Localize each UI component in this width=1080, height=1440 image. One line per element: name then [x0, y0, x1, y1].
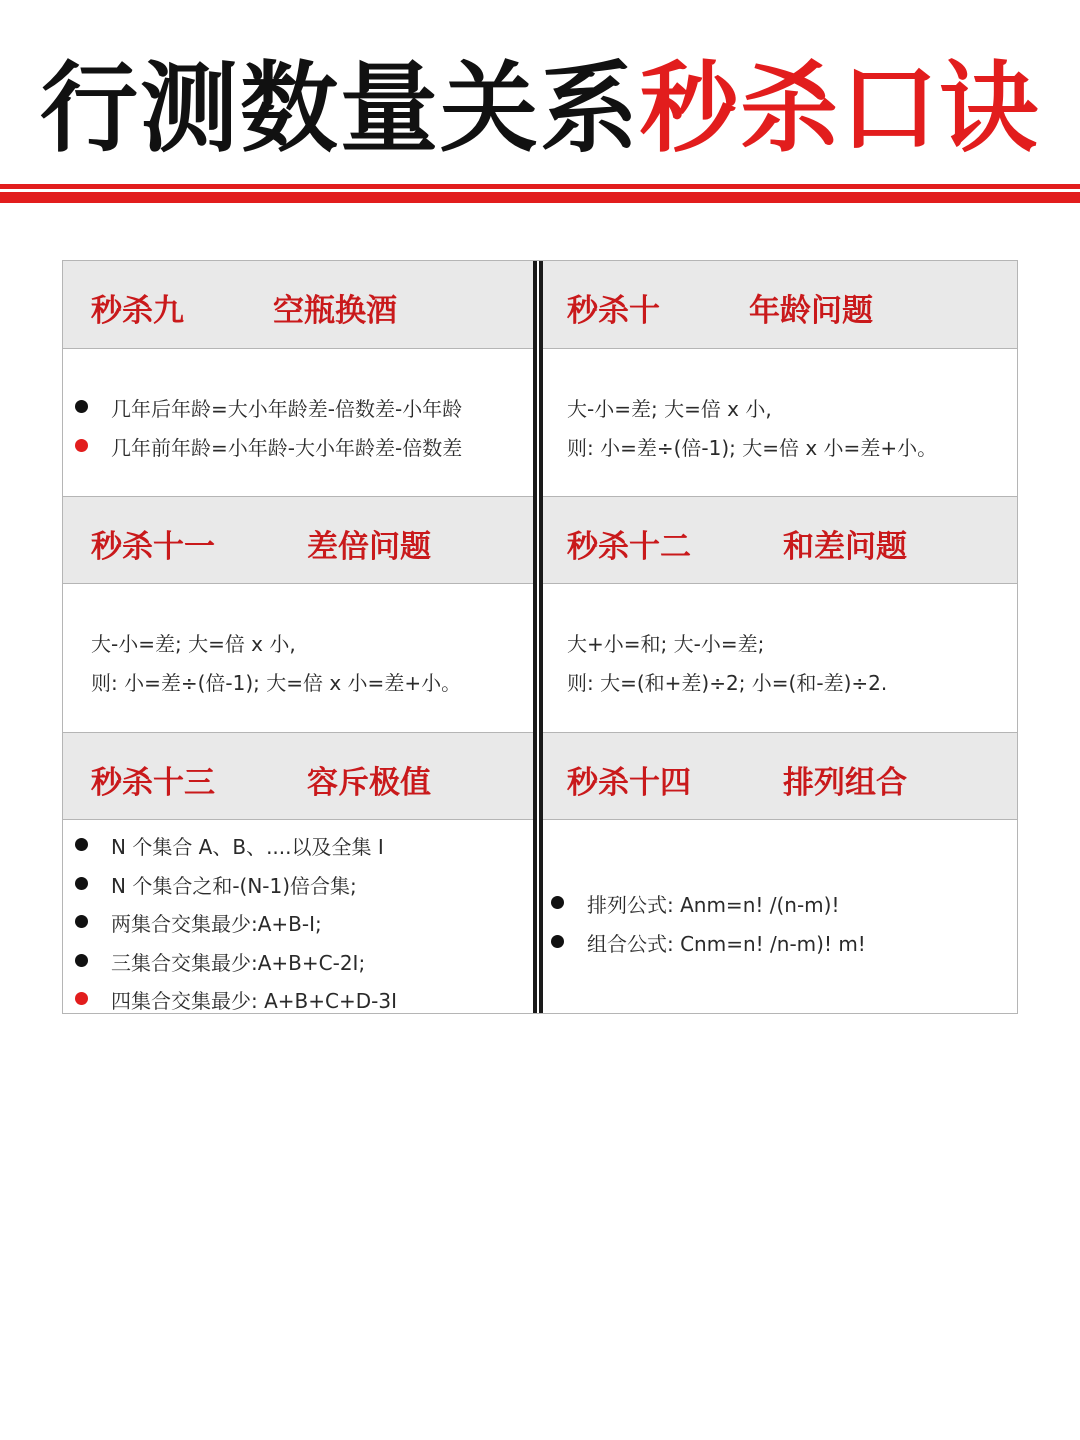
bullet-dot-black [75, 915, 88, 928]
card-body [63, 349, 534, 496]
card-line: 则: 小=差÷(倍-1); 大=倍 x 小=差+小。 [567, 436, 938, 460]
card-number: 秒杀十一 [91, 529, 215, 565]
card-topic: 排列组合 [783, 765, 907, 801]
card-line: 排列公式: Anm=n! /(n-m)! [587, 893, 840, 917]
title-rule-thin [0, 184, 1080, 189]
bullet-dot-black [75, 400, 88, 413]
card-topic: 容斥极值 [307, 765, 431, 801]
card-header [543, 732, 1017, 820]
card-line: 大+小=和; 大-小=差; [567, 632, 765, 656]
card-10 [543, 261, 1017, 496]
card-9 [63, 261, 534, 496]
bullet-dot-red [75, 992, 88, 1005]
card-line: 四集合交集最少: A+B+C+D-3I [111, 989, 397, 1013]
card-number: 秒杀九 [91, 293, 184, 329]
bullet-dot-black [551, 935, 564, 948]
card-topic: 年龄问题 [749, 293, 873, 329]
card-number: 秒杀十三 [91, 765, 215, 801]
card-line: 大-小=差; 大=倍 x 小, [567, 397, 772, 421]
card-header [63, 261, 534, 349]
card-header [63, 496, 534, 584]
card-14 [543, 732, 1017, 1013]
card-number: 秒杀十四 [567, 765, 691, 801]
card-line: N 个集合之和-(N-1)倍合集; [111, 874, 357, 898]
card-11 [63, 496, 534, 732]
bullet-dot-red [75, 439, 88, 452]
title-black-part: 行测数量关系 [39, 51, 640, 166]
card-body [543, 349, 1017, 496]
card-header [543, 261, 1017, 349]
card-line: 几年后年龄=大小年龄差-倍数差-小年龄 [111, 397, 463, 421]
bullet-dot-black [551, 896, 564, 909]
card-body [543, 584, 1017, 732]
title-red-part: 秒杀口诀 [640, 51, 1041, 166]
bullet-dot-black [75, 838, 88, 851]
card-topic: 空瓶换酒 [273, 293, 397, 329]
card-line: 几年前年龄=小年龄-大小年龄差-倍数差 [111, 436, 463, 460]
card-body [63, 584, 534, 732]
card-line: 组合公式: Cnm=n! /n-m)! m! [587, 932, 866, 956]
card-header [543, 496, 1017, 584]
card-line: N 个集合 A、B、....以及全集 I [111, 835, 384, 859]
center-double-divider [533, 261, 543, 1013]
bullet-dot-black [75, 954, 88, 967]
card-13 [63, 732, 534, 1013]
card-line: 两集合交集最少:A+B-I; [111, 912, 322, 936]
page-title [0, 40, 1080, 166]
card-topic: 差倍问题 [307, 529, 431, 565]
card-body [543, 820, 1017, 1013]
card-line: 则: 大=(和+差)÷2; 小=(和-差)÷2. [567, 671, 888, 695]
card-topic: 和差问题 [783, 529, 907, 565]
card-number: 秒杀十二 [567, 529, 691, 565]
card-line: 三集合交集最少:A+B+C-2I; [111, 951, 366, 975]
card-number: 秒杀十 [567, 293, 660, 329]
card-line: 大-小=差; 大=倍 x 小, [91, 632, 296, 656]
card-12 [543, 496, 1017, 732]
title-rule-thick [0, 192, 1080, 203]
card-line: 则: 小=差÷(倍-1); 大=倍 x 小=差+小。 [91, 671, 462, 695]
bullet-dot-black [75, 877, 88, 890]
card-body [63, 820, 534, 1013]
card-header [63, 732, 534, 820]
formula-grid [62, 260, 1018, 1014]
